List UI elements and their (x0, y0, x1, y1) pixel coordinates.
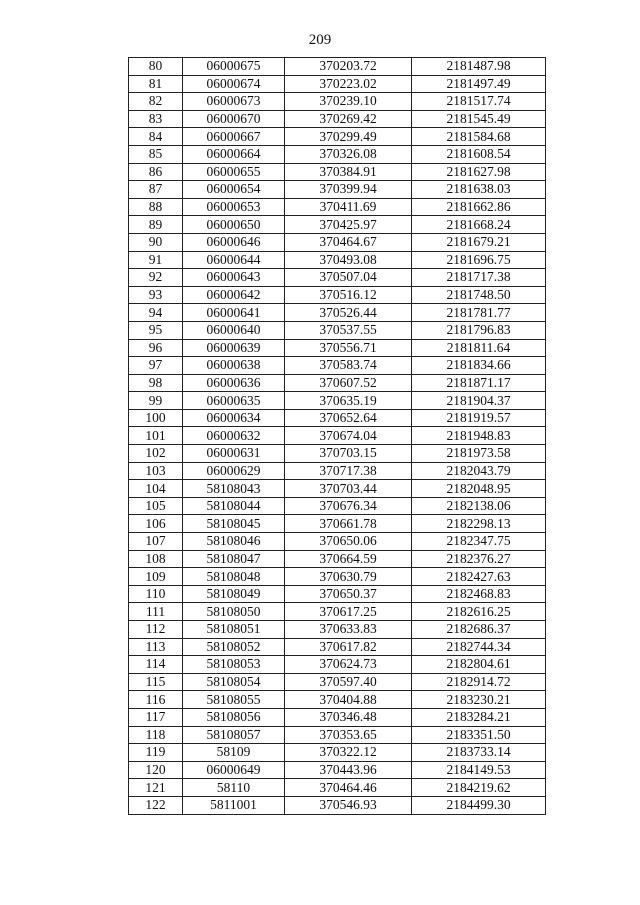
table-row (129, 462, 546, 480)
y-coordinate-cell: 2181662.86 (412, 198, 546, 216)
table-row (129, 75, 546, 93)
x-coordinate-cell: 370661.78 (285, 515, 412, 533)
y-coordinate-cell: 2182616.25 (412, 603, 546, 621)
point-id-cell: 58108048 (183, 568, 285, 586)
point-id-cell: 5811001 (183, 796, 285, 814)
table-row (129, 58, 546, 76)
table-row (129, 708, 546, 726)
table-row (129, 673, 546, 691)
point-id-cell: 06000643 (183, 269, 285, 287)
table-row (129, 550, 546, 568)
row-number-cell: 119 (129, 744, 183, 762)
point-id-cell: 58108050 (183, 603, 285, 621)
y-coordinate-cell: 2182043.79 (412, 462, 546, 480)
x-coordinate-cell: 370556.71 (285, 339, 412, 357)
row-number-cell: 97 (129, 357, 183, 375)
x-coordinate-cell: 370353.65 (285, 726, 412, 744)
point-id-cell: 06000649 (183, 761, 285, 779)
row-number-cell: 82 (129, 93, 183, 111)
y-coordinate-cell: 2184219.62 (412, 779, 546, 797)
y-coordinate-cell: 2181627.98 (412, 163, 546, 181)
table-row (129, 304, 546, 322)
point-id-cell: 06000673 (183, 93, 285, 111)
row-number-cell: 84 (129, 128, 183, 146)
x-coordinate-cell: 370583.74 (285, 357, 412, 375)
table-row (129, 691, 546, 709)
row-number-cell: 118 (129, 726, 183, 744)
y-coordinate-cell: 2181748.50 (412, 286, 546, 304)
row-number-cell: 94 (129, 304, 183, 322)
point-id-cell: 06000644 (183, 251, 285, 269)
table-row (129, 110, 546, 128)
y-coordinate-cell: 2181834.66 (412, 357, 546, 375)
row-number-cell: 98 (129, 374, 183, 392)
y-coordinate-cell: 2183351.50 (412, 726, 546, 744)
table-row (129, 269, 546, 287)
x-coordinate-cell: 370322.12 (285, 744, 412, 762)
row-number-cell: 115 (129, 673, 183, 691)
y-coordinate-cell: 2182376.27 (412, 550, 546, 568)
row-number-cell: 116 (129, 691, 183, 709)
point-id-cell: 58108043 (183, 480, 285, 498)
row-number-cell: 114 (129, 656, 183, 674)
table-row (129, 656, 546, 674)
x-coordinate-cell: 370624.73 (285, 656, 412, 674)
x-coordinate-cell: 370425.97 (285, 216, 412, 234)
point-id-cell: 06000667 (183, 128, 285, 146)
table-row (129, 339, 546, 357)
table-row (129, 515, 546, 533)
row-number-cell: 103 (129, 462, 183, 480)
x-coordinate-cell: 370443.96 (285, 761, 412, 779)
x-coordinate-cell: 370664.59 (285, 550, 412, 568)
row-number-cell: 117 (129, 708, 183, 726)
x-coordinate-cell: 370526.44 (285, 304, 412, 322)
row-number-cell: 110 (129, 585, 183, 603)
table-row (129, 585, 546, 603)
y-coordinate-cell: 2181973.58 (412, 445, 546, 463)
point-id-cell: 06000675 (183, 58, 285, 76)
y-coordinate-cell: 2184149.53 (412, 761, 546, 779)
point-id-cell: 06000664 (183, 145, 285, 163)
table-row (129, 796, 546, 814)
point-id-cell: 06000670 (183, 110, 285, 128)
row-number-cell: 100 (129, 409, 183, 427)
point-id-cell: 06000654 (183, 181, 285, 199)
x-coordinate-cell: 370617.25 (285, 603, 412, 621)
row-number-cell: 87 (129, 181, 183, 199)
row-number-cell: 104 (129, 480, 183, 498)
x-coordinate-cell: 370326.08 (285, 145, 412, 163)
y-coordinate-cell: 2182744.34 (412, 638, 546, 656)
x-coordinate-cell: 370223.02 (285, 75, 412, 93)
x-coordinate-cell: 370676.34 (285, 497, 412, 515)
row-number-cell: 93 (129, 286, 183, 304)
table-row (129, 181, 546, 199)
row-number-cell: 120 (129, 761, 183, 779)
table-row (129, 603, 546, 621)
x-coordinate-cell: 370404.88 (285, 691, 412, 709)
y-coordinate-cell: 2183230.21 (412, 691, 546, 709)
table-row (129, 761, 546, 779)
x-coordinate-cell: 370203.72 (285, 58, 412, 76)
y-coordinate-cell: 2181545.49 (412, 110, 546, 128)
y-coordinate-cell: 2181584.68 (412, 128, 546, 146)
x-coordinate-cell: 370650.06 (285, 533, 412, 551)
y-coordinate-cell: 2181679.21 (412, 233, 546, 251)
point-id-cell: 58108049 (183, 585, 285, 603)
point-id-cell: 58108047 (183, 550, 285, 568)
y-coordinate-cell: 2182048.95 (412, 480, 546, 498)
row-number-cell: 88 (129, 198, 183, 216)
table-row (129, 128, 546, 146)
point-id-cell: 58108045 (183, 515, 285, 533)
x-coordinate-cell: 370650.37 (285, 585, 412, 603)
table-row (129, 744, 546, 762)
row-number-cell: 90 (129, 233, 183, 251)
table-row (129, 374, 546, 392)
row-number-cell: 85 (129, 145, 183, 163)
y-coordinate-cell: 2181871.17 (412, 374, 546, 392)
row-number-cell: 122 (129, 796, 183, 814)
table-row (129, 621, 546, 639)
x-coordinate-cell: 370703.15 (285, 445, 412, 463)
x-coordinate-cell: 370464.67 (285, 233, 412, 251)
table-row (129, 497, 546, 515)
table-row (129, 286, 546, 304)
x-coordinate-cell: 370507.04 (285, 269, 412, 287)
row-number-cell: 99 (129, 392, 183, 410)
row-number-cell: 107 (129, 533, 183, 551)
point-id-cell: 06000629 (183, 462, 285, 480)
point-id-cell: 06000634 (183, 409, 285, 427)
point-id-cell: 58108054 (183, 673, 285, 691)
row-number-cell: 80 (129, 58, 183, 76)
y-coordinate-cell: 2182347.75 (412, 533, 546, 551)
row-number-cell: 105 (129, 497, 183, 515)
table-row (129, 427, 546, 445)
y-coordinate-cell: 2181517.74 (412, 93, 546, 111)
point-id-cell: 06000655 (183, 163, 285, 181)
y-coordinate-cell: 2183284.21 (412, 708, 546, 726)
point-id-cell: 58109 (183, 744, 285, 762)
point-id-cell: 58108052 (183, 638, 285, 656)
point-id-cell: 06000635 (183, 392, 285, 410)
point-id-cell: 58108053 (183, 656, 285, 674)
y-coordinate-cell: 2182686.37 (412, 621, 546, 639)
x-coordinate-cell: 370411.69 (285, 198, 412, 216)
table-row (129, 638, 546, 656)
point-id-cell: 06000641 (183, 304, 285, 322)
point-id-cell: 06000631 (183, 445, 285, 463)
x-coordinate-cell: 370607.52 (285, 374, 412, 392)
point-id-cell: 06000632 (183, 427, 285, 445)
row-number-cell: 83 (129, 110, 183, 128)
y-coordinate-cell: 2181919.57 (412, 409, 546, 427)
table-row (129, 216, 546, 234)
x-coordinate-cell: 370239.10 (285, 93, 412, 111)
x-coordinate-cell: 370516.12 (285, 286, 412, 304)
table-row (129, 233, 546, 251)
point-id-cell: 06000636 (183, 374, 285, 392)
y-coordinate-cell: 2181811.64 (412, 339, 546, 357)
table-row (129, 480, 546, 498)
table-body (129, 58, 546, 815)
x-coordinate-cell: 370269.42 (285, 110, 412, 128)
y-coordinate-cell: 2181497.49 (412, 75, 546, 93)
point-id-cell: 06000646 (183, 233, 285, 251)
y-coordinate-cell: 2181904.37 (412, 392, 546, 410)
point-id-cell: 06000674 (183, 75, 285, 93)
y-coordinate-cell: 2182138.06 (412, 497, 546, 515)
row-number-cell: 96 (129, 339, 183, 357)
row-number-cell: 109 (129, 568, 183, 586)
x-coordinate-cell: 370703.44 (285, 480, 412, 498)
y-coordinate-cell: 2181638.03 (412, 181, 546, 199)
point-id-cell: 58110 (183, 779, 285, 797)
point-id-cell: 06000650 (183, 216, 285, 234)
table-row (129, 93, 546, 111)
y-coordinate-cell: 2182427.63 (412, 568, 546, 586)
row-number-cell: 121 (129, 779, 183, 797)
point-id-cell: 58108055 (183, 691, 285, 709)
x-coordinate-cell: 370464.46 (285, 779, 412, 797)
x-coordinate-cell: 370597.40 (285, 673, 412, 691)
table-row (129, 533, 546, 551)
y-coordinate-cell: 2181608.54 (412, 145, 546, 163)
table-row (129, 568, 546, 586)
y-coordinate-cell: 2182298.13 (412, 515, 546, 533)
x-coordinate-cell: 370299.49 (285, 128, 412, 146)
coordinates-table (128, 57, 546, 815)
table-row (129, 198, 546, 216)
x-coordinate-cell: 370717.38 (285, 462, 412, 480)
y-coordinate-cell: 2183733.14 (412, 744, 546, 762)
y-coordinate-cell: 2181796.83 (412, 321, 546, 339)
row-number-cell: 95 (129, 321, 183, 339)
x-coordinate-cell: 370346.48 (285, 708, 412, 726)
y-coordinate-cell: 2184499.30 (412, 796, 546, 814)
y-coordinate-cell: 2181696.75 (412, 251, 546, 269)
y-coordinate-cell: 2181781.77 (412, 304, 546, 322)
x-coordinate-cell: 370630.79 (285, 568, 412, 586)
page-number: 209 (308, 32, 332, 48)
row-number-cell: 86 (129, 163, 183, 181)
y-coordinate-cell: 2182914.72 (412, 673, 546, 691)
row-number-cell: 102 (129, 445, 183, 463)
y-coordinate-cell: 2181668.24 (412, 216, 546, 234)
table-row (129, 251, 546, 269)
row-number-cell: 111 (129, 603, 183, 621)
x-coordinate-cell: 370384.91 (285, 163, 412, 181)
table-row (129, 409, 546, 427)
x-coordinate-cell: 370537.55 (285, 321, 412, 339)
x-coordinate-cell: 370652.64 (285, 409, 412, 427)
row-number-cell: 112 (129, 621, 183, 639)
row-number-cell: 91 (129, 251, 183, 269)
row-number-cell: 108 (129, 550, 183, 568)
y-coordinate-cell: 2182804.61 (412, 656, 546, 674)
x-coordinate-cell: 370674.04 (285, 427, 412, 445)
x-coordinate-cell: 370617.82 (285, 638, 412, 656)
table-row (129, 779, 546, 797)
table-row (129, 321, 546, 339)
row-number-cell: 106 (129, 515, 183, 533)
x-coordinate-cell: 370546.93 (285, 796, 412, 814)
x-coordinate-cell: 370399.94 (285, 181, 412, 199)
row-number-cell: 101 (129, 427, 183, 445)
table-row (129, 392, 546, 410)
y-coordinate-cell: 2181717.38 (412, 269, 546, 287)
table-row (129, 163, 546, 181)
row-number-cell: 81 (129, 75, 183, 93)
y-coordinate-cell: 2181948.83 (412, 427, 546, 445)
point-id-cell: 06000638 (183, 357, 285, 375)
point-id-cell: 06000639 (183, 339, 285, 357)
point-id-cell: 58108056 (183, 708, 285, 726)
point-id-cell: 58108046 (183, 533, 285, 551)
row-number-cell: 92 (129, 269, 183, 287)
x-coordinate-cell: 370633.83 (285, 621, 412, 639)
y-coordinate-cell: 2182468.83 (412, 585, 546, 603)
row-number-cell: 113 (129, 638, 183, 656)
point-id-cell: 06000642 (183, 286, 285, 304)
point-id-cell: 06000653 (183, 198, 285, 216)
x-coordinate-cell: 370635.19 (285, 392, 412, 410)
point-id-cell: 58108057 (183, 726, 285, 744)
table-row (129, 357, 546, 375)
row-number-cell: 89 (129, 216, 183, 234)
point-id-cell: 06000640 (183, 321, 285, 339)
y-coordinate-cell: 2181487.98 (412, 58, 546, 76)
x-coordinate-cell: 370493.08 (285, 251, 412, 269)
table-row (129, 445, 546, 463)
point-id-cell: 58108051 (183, 621, 285, 639)
point-id-cell: 58108044 (183, 497, 285, 515)
table-row (129, 145, 546, 163)
table-row (129, 726, 546, 744)
